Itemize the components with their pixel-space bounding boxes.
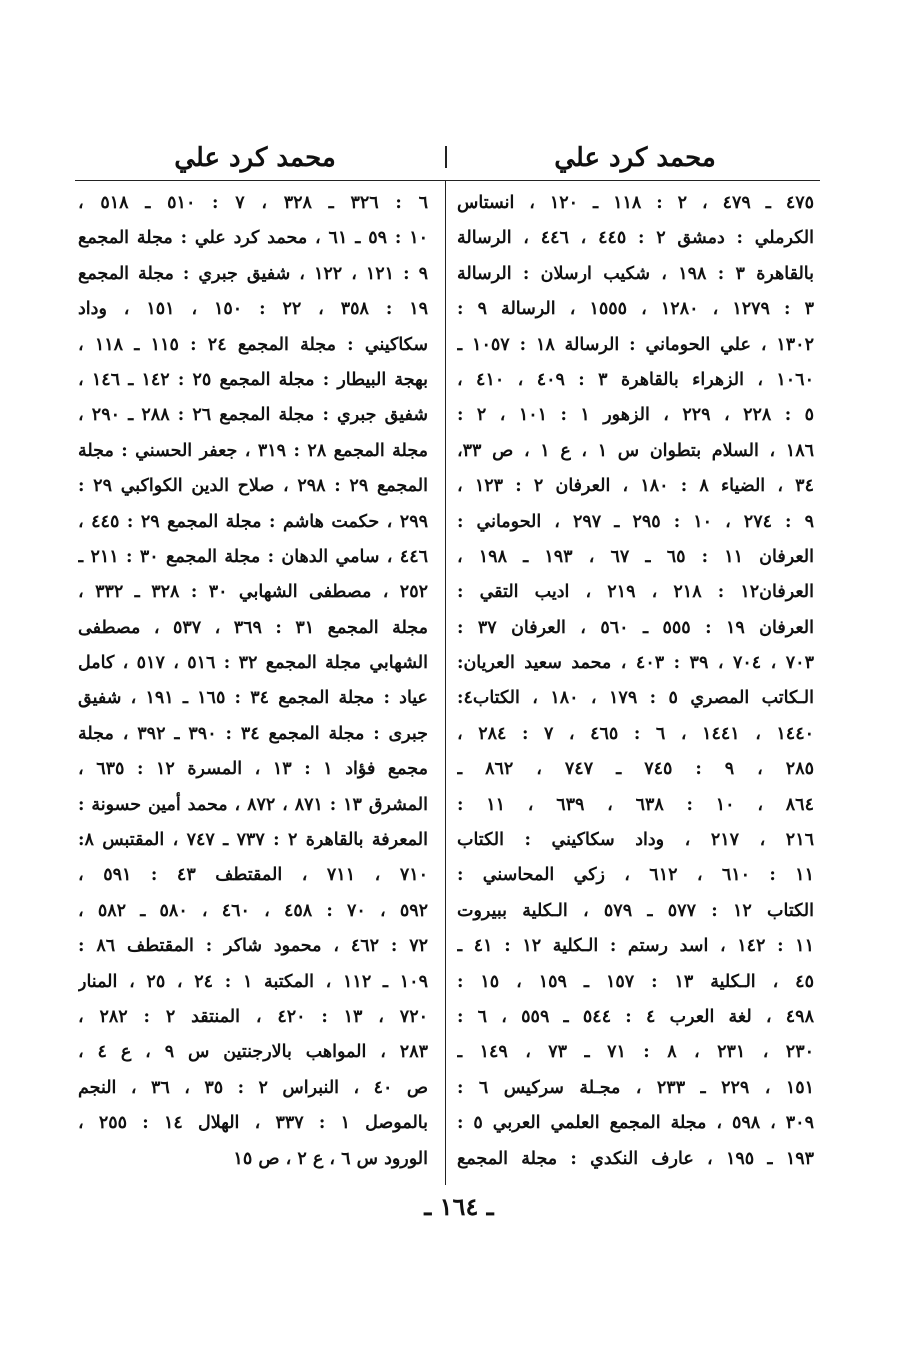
text-line: الـكاتب المصري ٥ : ١٧٩ ، ١٨٠ ، الكتاب٤: — [457, 688, 814, 709]
text-line: بالموصل ١ : ٣٣٧ ، الهلال ١٤ : ٢٥٥ ، — [78, 1113, 428, 1134]
text-line: ٣٠٩ ، ٥٩٨ ، مجلة المجمع العلمي العربي ٥ : — [457, 1113, 814, 1134]
text-line: جبرى : مجلة المجمع ٣٤ : ٣٩٠ ـ ٣٩٢ ، مجلة — [78, 723, 428, 744]
text-line: ٦ : ٣٢٦ ـ ٣٢٨ ، ٧ : ٥١٠ ـ ٥١٨ ، — [78, 193, 428, 213]
left-column — [78, 186, 428, 1177]
text-line: ص ٤٠ ، النبراس ٢ : ٣٥ ، ٣٦ ، النجم — [78, 1077, 428, 1098]
text-line: ٣٤ ، الضياء ٨ : ١٨٠ ، العرفان ٢ : ١٢٣ ، — [457, 476, 814, 497]
text-line: المعرفة بالقاهرة ٢ : ٧٣٧ ـ ٧٤٧ ، المقتبس ٨: — [78, 830, 428, 851]
text-line: العرفان ١٩ : ٥٥٥ ـ ٥٦٠ ، العرفان ٣٧ : — [457, 617, 814, 638]
text-line: المجمع ٢٩ : ٢٩٨ ، صلاح الدين الكواكبي ٢٩ : — [78, 476, 428, 497]
text-line: ٧١٠ ، ٧١١ ، المقتطف ٤٣ : ٥٩١ ، — [78, 865, 428, 886]
text-line: ٩ : ١٢١ ، ١٢٢ ، شفيق جبري : مجلة المجمع — [78, 263, 428, 284]
header-rule — [75, 180, 820, 181]
text-line: العرفان١٢ : ٢١٨ ، ٢١٩ ، اديب التقي : — [457, 582, 814, 603]
text-line: ٤٩٨ ، لغة العرب ٤ : ٥٤٤ ـ ٥٥٩ ، ٦ : — [457, 1006, 814, 1027]
text-line: ١٤٤٠ ، ١٤٤١ ، ٦ : ٤٦٥ ، ٧ : ٢٨٤ ، — [457, 723, 814, 744]
text-line: ٢٨٣ ، المواهب بالارجنتين س ٩ ، ع ٤ ، — [78, 1042, 428, 1063]
text-line: ٢٩٩ ، حكمت هاشم : مجلة المجمع ٢٩ : ٤٤٥ ، — [78, 511, 428, 532]
text-line: ١٣٠٢ ، علي الحوماني : الرسالة ١٨ : ١٠٥٧ ـ — [457, 334, 814, 355]
text-line: عياد : مجلة المجمع ٣٤ : ١٦٥ ـ ١٩١ ، شفيق — [78, 688, 428, 709]
text-line: ١٩ : ٣٥٨ ، ٢٢ : ١٥٠ ، ١٥١ ، وداد — [78, 299, 428, 320]
text-line: ٥٩٢ ، ٧٠ : ٤٥٨ ، ٤٦٠ ، ٥٨٠ ـ ٥٨٢ ، — [78, 900, 428, 921]
text-line: الكتاب ١٢ : ٥٧٧ ـ ٥٧٩ ، الـكلية ببيروت — [457, 900, 814, 921]
text-line: ٧٢ : ٤٦٢ ، محمود شاكر : المقتطف ٨٦ : — [78, 936, 428, 957]
column-divider — [445, 180, 446, 1185]
text-line: شفيق جبري : مجلة المجمع ٢٦ : ٢٨٨ ـ ٢٩٠ ، — [78, 405, 428, 426]
text-line: ٣ : ١٢٧٩ ، ١٢٨٠ ، ١٥٥٥ ، الرسالة ٩ : — [457, 299, 814, 320]
text-line: سكاكيني : مجلة المجمع ٢٤ : ١١٥ ـ ١١٨ ، — [78, 334, 428, 355]
text-line: ٤٤٦ ، سامي الدهان : مجلة المجمع ٣٠ : ٢١١ ـ — [78, 546, 428, 567]
header-divider — [445, 146, 447, 168]
text-line: ١٠ : ٥٩ ـ ٦١ ، محمد كرد علي : مجلة المجمع — [78, 228, 428, 249]
text-line: ١٠٩ ـ ١١٢ ، المكتبة ١ : ٢٤ ، ٢٥ ، المنار — [78, 971, 428, 992]
text-line: ٢٣٠ ، ٢٣١ ، ٨ : ٧١ ـ ٧٣ ، ١٤٩ ـ — [457, 1042, 814, 1063]
text-line: الشهابي مجلة المجمع ٣٢ : ٥١٦ ، ٥١٧ ، كامل — [78, 653, 428, 674]
text-line: المشرق ١٣ : ٨٧١ ، ٨٧٢ ، محمد أمين حسونة : — [78, 794, 428, 815]
page-number: ـ ١٦٤ ـ — [424, 1192, 494, 1221]
text-line: بالقاهرة ٣ : ١٩٨ ، شكيب ارسلان : الرسالة — [457, 263, 814, 284]
text-line: ٢٥٢ ، مصطفى الشهابي ٣٠ : ٣٢٨ ـ ٣٣٢ ، — [78, 582, 428, 603]
text-line: ٤٥ ، الـكلية ١٣ : ١٥٧ ـ ١٥٩ ، ١٥ : — [457, 971, 814, 992]
text-line: العرفان ١١ : ٦٥ ـ ٦٧ ، ١٩٣ ـ ١٩٨ ، — [457, 546, 814, 567]
text-line: ١٠٦٠ ، الزهراء بالقاهرة ٣ : ٤٠٩ ، ٤١٠ ، — [457, 369, 814, 390]
left-column-title: محمد كرد علي — [174, 143, 336, 173]
text-line: مجلة المجمع ٢٨ : ٣١٩ ، جعفر الحسني : مجلة — [78, 440, 428, 461]
text-line: ٢٨٥ ، ٩ : ٧٤٥ ـ ٧٤٧ ، ٨٦٢ ـ — [457, 759, 814, 780]
text-line: مجمع فؤاد ١ : ١٣ ، المسرة ١٢ : ٦٣٥ ، — [78, 759, 428, 780]
text-line: ٤٧٥ ـ ٤٧٩ ، ٢ : ١١٨ ـ ١٢٠ ، انستاس — [457, 193, 814, 213]
text-line: ١٩٣ ـ ١٩٥ ، عارف النكدي : مجلة المجمع — [457, 1148, 814, 1169]
text-line: الورود س ٦ ، ع ٢ ، ص ١٥ — [233, 1148, 428, 1169]
right-column — [457, 186, 814, 1177]
text-line: ٨٦٤ ، ١٠ : ٦٣٨ ، ٦٣٩ ، ١١ : — [457, 794, 814, 815]
text-line: ٢١٦ ، ٢١٧ ، وداد سكاكيني : الكتاب — [457, 830, 814, 851]
text-line: ١١ : ١٤٢ ، اسد رستم : الـكلية ١٢ : ٤١ ـ — [457, 936, 814, 957]
text-line: ٧٠٣ ، ٧٠٤ ، ٣٩ : ٤٠٣ ، محمد سعيد العريان: — [457, 653, 814, 674]
text-line: ١٥١ ، ٢٢٩ ـ ٢٣٣ ، مجـلة سركيس ٦ : — [457, 1077, 814, 1098]
text-line: ٩ : ٢٧٤ ، ١٠ : ٢٩٥ ـ ٢٩٧ ، الحوماني : — [457, 511, 814, 532]
text-line: ١١ : ٦١٠ ، ٦١٢ ، زكي المحاسني : — [457, 865, 814, 886]
text-line: ١٨٦ ، السلام بتطوان س ١ ، ع ١ ، ص ٣٣، — [457, 440, 814, 461]
text-line: ٥ : ٢٢٨ ، ٢٢٩ ، الزهور ١ : ١٠١ ، ٢ : — [457, 405, 814, 426]
right-column-title: محمد كرد علي — [554, 143, 716, 173]
text-line: الكرملي : دمشق ٢ : ٤٤٥ ، ٤٤٦ ، الرسالة — [457, 228, 814, 249]
text-line: مجلة المجمع ٣١ : ٣٦٩ ، ٥٣٧ ، مصطفى — [78, 617, 428, 638]
text-line: بهجة البيطار : مجلة المجمع ٢٥ : ١٤٢ ـ ١٤٦ ، — [78, 369, 428, 390]
text-line: ٧٢٠ ، ١٣ : ٤٢٠ ، المنتقد ٢ : ٢٨٢ ، — [78, 1006, 428, 1027]
